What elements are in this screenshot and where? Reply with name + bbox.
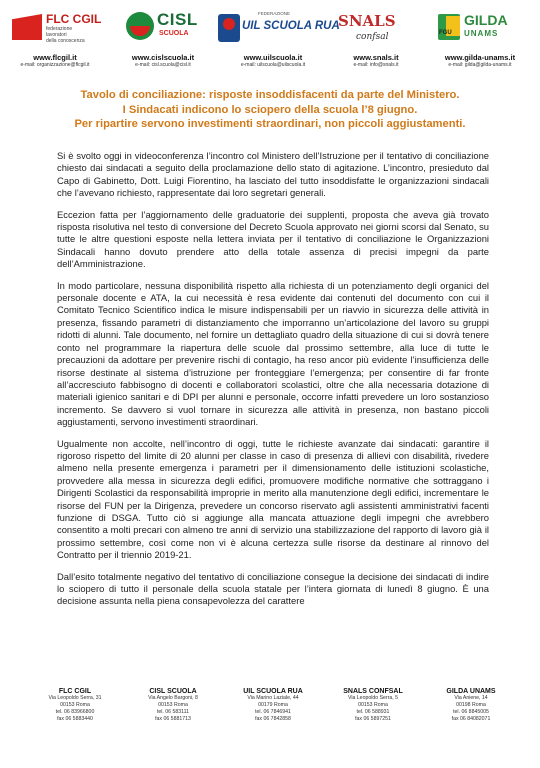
footer-city: 00153 Roma [60, 702, 90, 708]
title-line-1: Tavolo di conciliazione: risposte insoddisfacenti da parte del Ministero. [80, 89, 460, 101]
snals-email: e-mail: info@snals.it [353, 62, 399, 68]
cisl-logo-name: CISL [157, 10, 198, 29]
footer-tel: tel. 06 83966800 [55, 709, 95, 715]
footer-fax: fax 06 5883440 [57, 716, 93, 722]
flc-cgil-logo-subtitle: federazione lavoratori della conoscenza [46, 26, 85, 44]
uil-website: www.uilscuola.it [243, 53, 303, 62]
footer-org-name: FLC CGIL [58, 688, 92, 695]
footer-tel: tel. 06 8845005 [453, 709, 489, 715]
gilda-logo-mark [438, 14, 460, 40]
footer-address: Via Marino Laziale, 44 [247, 695, 299, 701]
gilda-logo-badge: FGU [439, 30, 452, 36]
title-line-2: I Sindacati indicono lo sciopero della scuola l’8 giugno. [122, 103, 418, 116]
snals-website: www.snals.it [353, 53, 399, 62]
uil-email: e-mail: uilscuola@uilscuola.it [240, 62, 306, 68]
flc-cgil-logo-name: FLC CGIL [46, 12, 102, 26]
title-line-3: Per ripartire servono investimenti straordinari, non piccoli aggiustamenti. [74, 118, 466, 130]
logo-cisl-scuola [118, 8, 208, 68]
gilda-logo-subtitle: UNAMS [464, 29, 499, 38]
gilda-website: www.gilda-unams.it [444, 53, 516, 62]
footer-address: Via Leopoldo Serra, 31 [48, 695, 102, 701]
footer-fax: fax 06 5897251 [355, 716, 391, 722]
cisl-website: www.cislscuola.it [131, 53, 195, 62]
footer-address: Via Leopoldo Serra, 5 [347, 695, 399, 701]
logo-snals [336, 8, 416, 68]
uil-logo-name: UIL SCUOLA RUA [242, 20, 340, 32]
footer-tel: tel. 06 588931 [356, 709, 390, 715]
footer-gilda [426, 688, 516, 723]
paragraph-2: Eccezion fatta per l’aggiornamento delle graduatorie dei supplenti, proposta che aveva già trovato risposta risolutiva nel testo di conversione del Decreto Scuola approvato nei giorni scorsi dal Senato, su tutte le altre questioni esposte nella lettera inviata per il tentativo di conciliazione le Organizzazioni Sindacali hanno dovuto prendere atto della totale assenza di precisi impegni da parte dell’Amministrazione. [57, 208, 489, 270]
footer-city: 00153 Roma [158, 702, 188, 708]
logo-flc-cgil [10, 8, 100, 68]
footer-org-name: SNALS CONFSAL [343, 688, 403, 695]
cisl-logo-mark [126, 12, 154, 40]
gilda-logo-name: GILDA [464, 12, 508, 28]
footer-city: 00153 Roma [358, 702, 388, 708]
footer-fax: fax 06 7842858 [255, 716, 291, 722]
uil-logo-federation: FEDERAZIONE [258, 11, 291, 16]
footer-uil-scuola [228, 688, 318, 723]
uil-logo-mark [218, 14, 240, 42]
press-release-body [57, 150, 489, 617]
footer-city: 00179 Roma [258, 702, 288, 708]
footer-fax: fax 06 5881713 [155, 716, 191, 722]
flc-cgil-website: www.flcgil.it [33, 53, 77, 62]
flc-cgil-email: e-mail: organizzazione@flcgil.it [20, 62, 90, 68]
paragraph-3: In modo particolare, nessuna disponibilità rispetto alla richiesta di un potenziamento degli organici del personale docente e ATA, la cui necessità è resa evidente dai contenuti del documento con cui il Comitato Tecnico Scientifico indica le misure indispensabili per un riavvio in sicurezza delle attività in presenza, fissando parametri di distanziamento che imporranno un’articolazione del lavoro su gruppi ridotti di alunni. Tale documento, nel fornire un dettagliato quadro della situazione di cui si dovrà tenere conto nel programmare la riapertura delle scuole dal prossimo settembre, alla luce di tutte le precauzioni da adottare per prevenire rischi di contagio, ha reso ancor più evidente l’insufficienza delle risorse destinate al sistema d’istruzione per fronteggiare l’emergenza; per consentire di far fronte all’accresciuto fabbisogno di docenti e collaboratori scolastici, oltre che alla necessaria dotazione di materiali igienico sanitari e di DPI per alunni e personale, occorre infatti prevedere un loro sostanzioso incremento. Se davvero si vuol tornare in sicurezza alle attività in presenza, non bastano piccoli aggiustamenti, servono investimenti straordinari. [57, 279, 489, 428]
footer-org-name: CISL SCUOLA [149, 688, 197, 695]
snals-logo-name: SNALS [338, 12, 396, 30]
gilda-email: e-mail: gilda@gilda-unams.it [448, 62, 512, 68]
footer-address: Via Angelo Bargoni, 8 [148, 695, 198, 701]
footer-snals [328, 688, 418, 723]
cisl-logo-subtitle: SCUOLA [159, 30, 189, 37]
footer-tel: tel. 06 583111 [156, 709, 190, 715]
logo-gilda-unams [432, 8, 528, 68]
paragraph-1: Si è svolto oggi in videoconferenza l’incontro col Ministero dell’Istruzione per il tentativo di conciliazione chiesto dai sindacati a seguito della proclamazione dello stato di agitazione. L’incontro, presieduto dal Capo di Gabinetto, Dott. Luigi Fiorentino, ha lasciato del tutto insoddisfatte le organizzazioni sindacali che l’avevano richiesto, rappresentate dai loro segretari generali. [57, 150, 489, 199]
press-release-title [40, 88, 500, 132]
footer-address: Via Aniene, 14 [454, 695, 488, 701]
letterhead [0, 0, 540, 75]
snals-logo-subtitle: confsal [356, 32, 389, 42]
footer-city: 00198 Roma [456, 702, 486, 708]
footer-addresses [30, 688, 520, 768]
footer-org-name: UIL SCUOLA RUA [243, 688, 303, 695]
paragraph-5: Dall’esito totalmente negativo del tentativo di conciliazione consegue la decisione dei sindacati di indire lo sciopero di tutto il personale della scuola statale per l’intera giornata di lunedì 8 giugno. È una decisione assunta nella piena consapevolezza del carattere [57, 570, 489, 607]
flc-cgil-logo-mark [12, 14, 42, 40]
footer-flc-cgil [30, 688, 120, 723]
footer-fax: fax 06 84082071 [451, 716, 491, 722]
footer-cisl-scuola [128, 688, 218, 723]
paragraph-4: Ugualmente non accolte, nell’incontro di oggi, tutte le richieste avanzate dai sindacati: garantire il rigoroso rispetto del limite di 20 alunni per classe in caso di presenza di allievi con disabilità, rivedere almeno nella presente emergenza i parametri per il dimensionamento delle istituzioni scolastiche, provvedere alla messa in sicurezza degli edifici, promuovere modifiche normative che sottraggano i Dirigenti Scolastici da responsabilità improprie in merito alla manutenzione degli edifici, incrementare le risorse del FUN per la Dirigenza, prevedere un concorso riservato agli assistenti amministrativi facenti funzione di DSGA. Tutto ciò si aggiunge alla mancata attuazione degli impegni che avrebbero consentito a molti precari con almeno tre anni di servizio una stabilizzazione del rapporto di lavoro già il prossimo settembre, così come non vi è alcuna certezza sulle risorse da destinare al rinnovo del Contratto per il triennio 2019-21. [57, 437, 489, 561]
cisl-email: e-mail: cisl.scuola@cisl.it [135, 62, 191, 68]
footer-tel: tel. 06 7846941 [255, 709, 291, 715]
footer-org-name: GILDA UNAMS [446, 688, 496, 695]
logo-uil-scuola [218, 8, 340, 68]
